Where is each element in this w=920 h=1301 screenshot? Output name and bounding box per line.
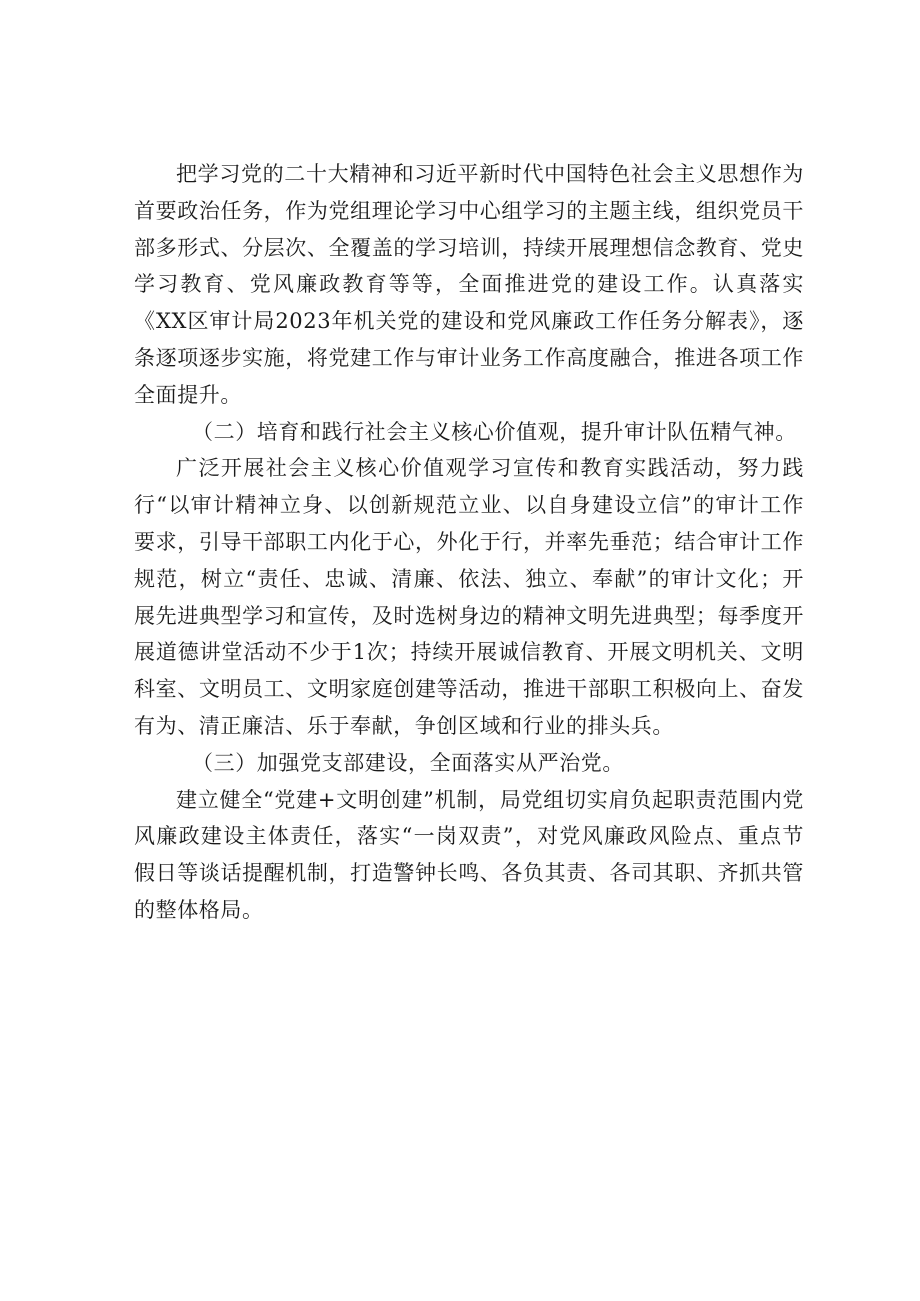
document-body	[134, 156, 804, 929]
paragraph-party-branch: 建立健全“党建+文明创建”机制，局党组切实肩负起职责范围内党风廉政建设主体责任，落实“一岗双责”，对党风廉政风险点、重点节假日等谈话提醒机制，打造警钟长鸣、各负其责、各司其职、齐抓共管的整体格局。	[134, 787, 804, 922]
section-heading-party-branch: （三）加强党支部建设，全面落实从严治党。	[192, 750, 624, 775]
section-heading-core-values: （二）培育和践行社会主义核心价值观，提升审计队伍精气神。	[192, 419, 797, 444]
paragraph-core-values: 广泛开展社会主义核心价值观学习宣传和教育实践活动，努力践行“以审计精神立身、以创新规范立业、以自身建设立信”的审计工作要求，引导干部职工内化于心，外化于行，并率先垂范；结合审计工作规范，树立“责任、忠诚、清廉、依法、独立、奉献”的审计文化；开展先进典型学习和宣传，及时选树身边的精神文明先进典型；每季度开展道德讲堂活动不少于1次；持续开展诚信教育、开展文明机关、文明科室、文明员工、文明家庭创建等活动，推进干部职工积极向上、奋发有为、清正廉洁、乐于奉献，争创区域和行业的排头兵。	[134, 456, 804, 738]
paragraph-study-tasks: 把学习党的二十大精神和习近平新时代中国特色社会主义思想作为首要政治任务，作为党组理论学习中心组学习的主题主线，组织党员干部多形式、分层次、全覆盖的学习培训，持续开展理想信念教育、党史学习教育、党风廉政教育等等，全面推进党的建设工作。认真落实《XX区审计局2023年机关党的建设和党风廉政工作任务分解表》，逐条逐项逐步实施，将党建工作与审计业务工作高度融合，推进各项工作全面提升。	[134, 162, 804, 407]
